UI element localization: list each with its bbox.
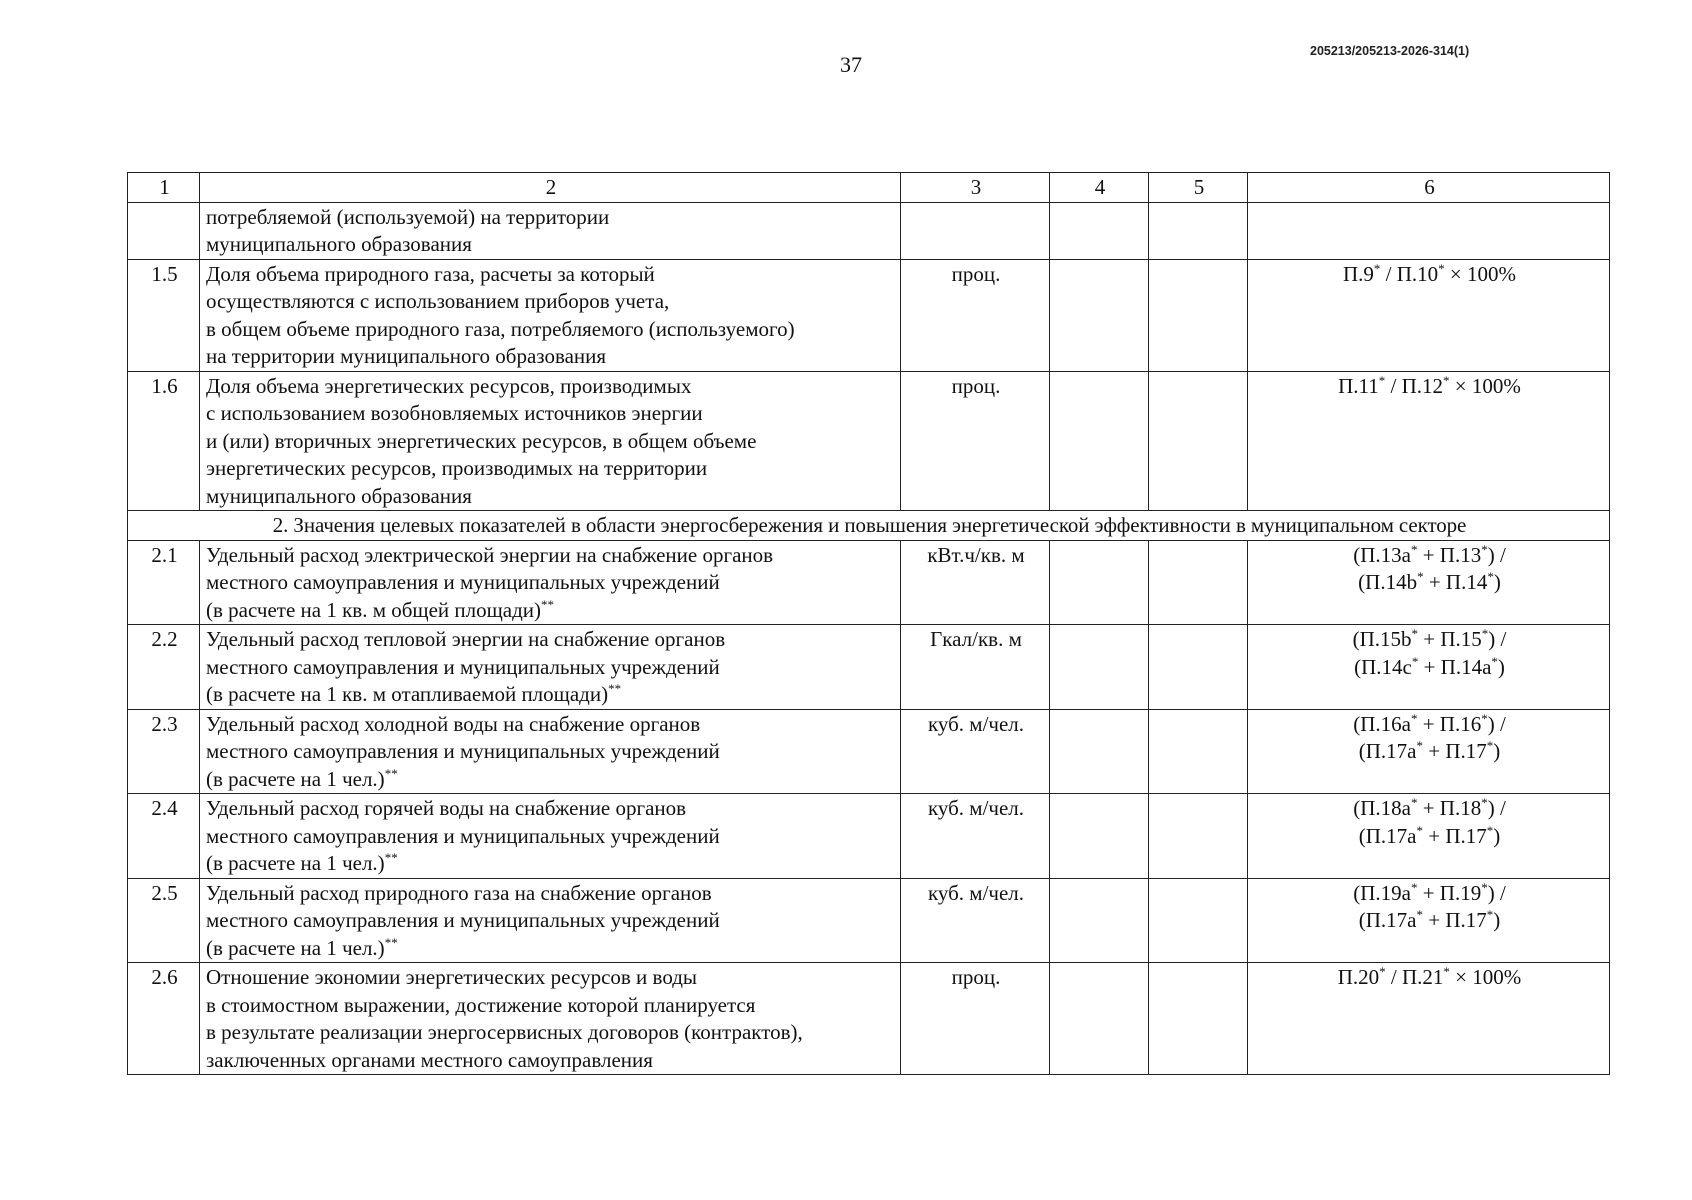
text-line: (в расчете на 1 кв. м общей площади)** bbox=[206, 596, 555, 622]
unit-cell: Гкал/кв. м bbox=[901, 625, 1050, 710]
text-line: заключенных органами местного самоуправления bbox=[206, 1047, 653, 1072]
formula-cell bbox=[1248, 625, 1610, 710]
text-line: местного самоуправления и муниципальных учреждений bbox=[206, 823, 720, 848]
row-number: 1.6 bbox=[128, 371, 200, 511]
text-line: (в расчете на 1 чел.)** bbox=[206, 934, 398, 960]
indicator-name bbox=[200, 878, 901, 963]
formula-cell bbox=[1248, 202, 1610, 259]
empty-cell bbox=[1050, 540, 1149, 625]
indicator-name bbox=[200, 540, 901, 625]
table-row bbox=[128, 878, 1610, 963]
formula-line: (П.13а* + П.13*) / bbox=[1353, 541, 1506, 567]
unit-cell: проц. bbox=[901, 371, 1050, 511]
formula-cell bbox=[1248, 878, 1610, 963]
column-header: 5 bbox=[1149, 173, 1248, 203]
text-line: в результате реализации энергосервисных договоров (контрактов), bbox=[206, 1020, 803, 1044]
text-line: Отношение экономии энергетических ресурсов и воды bbox=[206, 965, 698, 989]
empty-cell bbox=[1050, 371, 1149, 511]
formula-line: (П.14c* + П.14a*) bbox=[1354, 653, 1505, 679]
text-line: в стоимостном выражении, достижение которой планируется bbox=[206, 992, 756, 1017]
text-line: энергетических ресурсов, производимых на территории bbox=[206, 456, 708, 480]
empty-cell bbox=[1050, 259, 1149, 371]
empty-cell bbox=[1050, 202, 1149, 259]
row-number: 2.5 bbox=[128, 878, 200, 963]
text-line: Удельный расход электрической энергии на снабжение органов bbox=[206, 542, 774, 567]
document-id: 205213/205213-2026-314(1) bbox=[1310, 44, 1470, 58]
column-header: 3 bbox=[901, 173, 1050, 203]
unit-cell: куб. м/чел. bbox=[901, 878, 1050, 963]
row-number: 2.2 bbox=[128, 625, 200, 710]
empty-cell bbox=[1149, 878, 1248, 963]
indicator-name bbox=[200, 371, 901, 511]
text-line: Доля объема энергетических ресурсов, производимых bbox=[206, 373, 692, 398]
section-title: 2. Значения целевых показателей в области энергосбережения и повышения энергетической эффективности в муниципальном секторе bbox=[128, 511, 1610, 541]
table-row bbox=[128, 202, 1610, 259]
row-number: 1.5 bbox=[128, 259, 200, 371]
row-number: 2.1 bbox=[128, 540, 200, 625]
unit-cell: куб. м/чел. bbox=[901, 794, 1050, 879]
table-row bbox=[128, 625, 1610, 710]
formula-cell bbox=[1248, 794, 1610, 879]
unit-cell: проц. bbox=[901, 963, 1050, 1075]
text-line: муниципального образования bbox=[206, 483, 472, 508]
formula-cell bbox=[1248, 709, 1610, 794]
text-line: и (или) вторичных энергетических ресурсов, в общем объеме bbox=[206, 428, 757, 453]
formula-line: (П.19а* + П.19*) / bbox=[1353, 879, 1506, 905]
text-line: (в расчете на 1 кв. м отапливаемой площади)** bbox=[206, 681, 622, 706]
formula-cell: П.9* / П.10* × 100% bbox=[1248, 259, 1610, 371]
column-header: 2 bbox=[200, 173, 901, 203]
table-row bbox=[128, 540, 1610, 625]
text-line: Удельный расход холодной воды на снабжение органов bbox=[206, 711, 701, 736]
row-number: 2.6 bbox=[128, 963, 200, 1075]
empty-cell bbox=[1149, 259, 1248, 371]
text-line: осуществляются с использованием приборов учета, bbox=[206, 289, 670, 313]
text-line: Удельный расход горячей воды на снабжение органов bbox=[206, 796, 687, 820]
indicators-table bbox=[127, 172, 1610, 1075]
table-row bbox=[128, 371, 1610, 511]
indicator-name bbox=[200, 259, 901, 371]
text-line: Удельный расход природного газа на снабжение органов bbox=[206, 880, 712, 905]
empty-cell bbox=[1050, 794, 1149, 879]
empty-cell bbox=[1149, 794, 1248, 879]
formula-line: (П.15b* + П.15*) / bbox=[1352, 626, 1507, 651]
indicator-name bbox=[200, 202, 901, 259]
formula-cell bbox=[1248, 540, 1610, 625]
text-line: Доля объема природного газа, расчеты за который bbox=[206, 261, 655, 286]
row-number: 2.4 bbox=[128, 794, 200, 879]
unit-cell: кВт.ч/кв. м bbox=[901, 540, 1050, 625]
empty-cell bbox=[1050, 709, 1149, 794]
column-header: 1 bbox=[128, 173, 200, 203]
empty-cell bbox=[1050, 625, 1149, 710]
text-line: на территории муниципального образования bbox=[206, 344, 607, 368]
text-line: муниципального образования bbox=[206, 232, 472, 256]
empty-cell bbox=[1149, 540, 1248, 625]
column-header: 6 bbox=[1248, 173, 1610, 203]
formula-cell: П.20* / П.21* × 100% bbox=[1248, 963, 1610, 1075]
empty-cell bbox=[1149, 625, 1248, 710]
column-header: 4 bbox=[1050, 173, 1149, 203]
page-number: 37 bbox=[840, 52, 862, 77]
unit-cell bbox=[901, 202, 1050, 259]
empty-cell bbox=[1149, 371, 1248, 511]
text-line: Удельный расход тепловой энергии на снабжение органов bbox=[206, 627, 726, 651]
empty-cell bbox=[1050, 963, 1149, 1075]
empty-cell bbox=[1149, 202, 1248, 259]
formula-line: (П.18а* + П.18*) / bbox=[1353, 795, 1506, 820]
text-line: местного самоуправления и муниципальных учреждений bbox=[206, 570, 720, 594]
unit-cell: куб. м/чел. bbox=[901, 709, 1050, 794]
formula-line: (П.17а* + П.17*) bbox=[1358, 738, 1501, 763]
formula-line: (П.17а* + П.17*) bbox=[1358, 907, 1501, 932]
formula-line: (П.17а* + П.17*) bbox=[1358, 822, 1501, 848]
section-header-row bbox=[128, 511, 1610, 541]
indicator-name bbox=[200, 794, 901, 879]
text-line: (в расчете на 1 чел.)** bbox=[206, 850, 398, 875]
formula-line: (П.14b* + П.14*) bbox=[1358, 569, 1501, 594]
formula-cell: П.11* / П.12* × 100% bbox=[1248, 371, 1610, 511]
text-line: в общем объеме природного газа, потребляемого (используемого) bbox=[206, 316, 795, 341]
empty-cell bbox=[1149, 963, 1248, 1075]
table-row bbox=[128, 259, 1610, 371]
formula-line: (П.16а* + П.16*) / bbox=[1353, 710, 1506, 736]
indicator-name bbox=[200, 625, 901, 710]
text-line: местного самоуправления и муниципальных учреждений bbox=[206, 908, 720, 932]
row-number bbox=[128, 202, 200, 259]
row-number: 2.3 bbox=[128, 709, 200, 794]
table-row bbox=[128, 709, 1610, 794]
indicator-name bbox=[200, 963, 901, 1075]
text-line: с использованием возобновляемых источников энергии bbox=[206, 401, 703, 425]
text-line: местного самоуправления и муниципальных учреждений bbox=[206, 739, 720, 763]
text-line: местного самоуправления и муниципальных учреждений bbox=[206, 654, 720, 679]
text-line: (в расчете на 1 чел.)** bbox=[206, 765, 398, 791]
table-row bbox=[128, 794, 1610, 879]
empty-cell bbox=[1149, 709, 1248, 794]
text-line: потребляемой (используемой) на территории bbox=[206, 204, 610, 229]
table-row bbox=[128, 963, 1610, 1075]
indicator-name bbox=[200, 709, 901, 794]
empty-cell bbox=[1050, 878, 1149, 963]
unit-cell: проц. bbox=[901, 259, 1050, 371]
column-number-row bbox=[128, 173, 1610, 203]
